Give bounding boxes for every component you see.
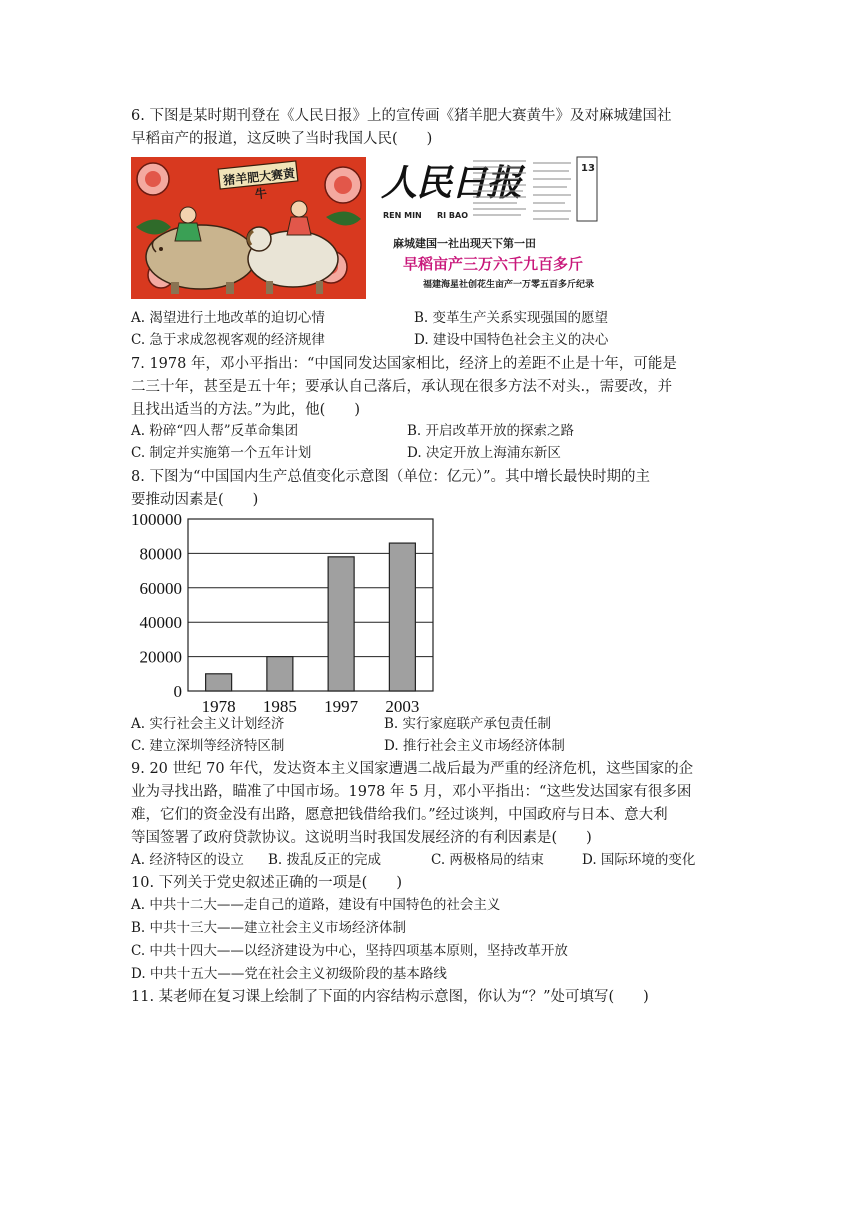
propaganda-poster-image: [131, 157, 366, 299]
q9-option-a[interactable]: A. 经济特区的设立: [131, 852, 244, 868]
q6-option-b[interactable]: B. 变革生产关系实现强国的愿望: [414, 310, 609, 326]
x-tick-label: 1985: [262, 697, 297, 714]
q8-stem-line2: 要推动因素是( ): [131, 492, 259, 508]
y-tick-label: 20000: [139, 647, 182, 667]
gdp-bar-chart-svg: [128, 511, 448, 714]
newspaper-headline-2: 早稻亩产三万六千九百多斤: [403, 255, 584, 273]
x-tick-label: 2003: [385, 697, 420, 714]
q7-option-d[interactable]: D. 决定开放上海浦东新区: [407, 445, 561, 461]
q11-stem-line1: 11. 某老师在复习课上绘制了下面的内容结构示意图，你认为“？”处可填写( ): [131, 989, 649, 1005]
q9-option-b[interactable]: B. 拨乱反正的完成: [268, 852, 382, 868]
q10-stem-line1: 10. 下列关于党史叙述正确的一项是( ): [131, 875, 402, 891]
gdp-bar-chart: [128, 511, 448, 714]
q8-option-b[interactable]: B. 实行家庭联产承包责任制: [384, 716, 552, 732]
q6-stem-line2: 早稻亩产的报道，这反映了当时我国人民( ): [131, 131, 433, 147]
newspaper-headline-3: 福建海星社创花生亩产一万零五百多斤纪录: [423, 280, 595, 290]
newspaper-clipping-image: [379, 155, 599, 300]
y-tick-label: 0: [173, 682, 182, 701]
masthead-pinyin-left: REN MIN: [383, 211, 422, 220]
x-tick-label: 1997: [324, 697, 359, 714]
q7-option-b[interactable]: B. 开启改革开放的探索之路: [407, 423, 575, 439]
chart-bar: [328, 557, 354, 691]
q7-option-a[interactable]: A. 粉碎“四人帮”反革命集团: [131, 423, 299, 439]
poster-caption: 猪羊肥大赛黄牛: [222, 166, 296, 202]
newspaper-issue-number: 13: [581, 163, 595, 174]
q6-option-d[interactable]: D. 建设中国特色社会主义的决心: [414, 332, 609, 348]
q7-stem-line2: 二三十年，甚至是五十年；要承认自己落后，承认现在很多方法不对头.，需要改，并: [131, 379, 673, 395]
x-tick-label: 1978: [201, 697, 236, 714]
newspaper-masthead: 人民日报: [381, 162, 522, 204]
q9-stem-line4: 等国签署了政府贷款协议。这说明当时我国发展经济的有利因素是( ): [131, 830, 592, 846]
q8-option-c[interactable]: C. 建立深圳等经济特区制: [131, 738, 285, 754]
q9-option-c[interactable]: C. 两极格局的结束: [431, 852, 544, 868]
y-tick-label: 100000: [131, 511, 182, 529]
q9-stem-line1: 9. 20 世纪 70 年代，发达资本主义国家遭遇二战后最为严重的经济危机，这些国家的企: [131, 761, 694, 777]
newspaper-text-columns: [471, 155, 599, 225]
q7-option-c[interactable]: C. 制定并实施第一个五年计划: [131, 445, 312, 461]
q7-stem-line1: 7. 1978 年，邓小平指出：“中国同发达国家相比，经济上的差距不止是十年，可能是: [131, 356, 677, 372]
q8-stem-line1: 8. 下图为“中国国内生产总值变化示意图（单位：亿元）”。其中增长最快时期的主: [131, 469, 651, 485]
q8-option-d[interactable]: D. 推行社会主义市场经济体制: [384, 738, 565, 754]
q10-option-a[interactable]: A. 中共十二大——走自己的道路，建设有中国特色的社会主义: [131, 897, 501, 913]
y-tick-label: 80000: [139, 544, 182, 564]
q6-stem-line1: 6. 下图是某时期刊登在《人民日报》上的宣传画《猪羊肥大赛黄牛》及对麻城建国社: [131, 108, 672, 124]
q6-option-c[interactable]: C. 急于求成忽视客观的经济规律: [131, 332, 325, 348]
q6-option-a[interactable]: A. 渴望进行土地改革的迫切心情: [131, 310, 325, 326]
chart-bar: [267, 657, 293, 691]
q10-option-c[interactable]: C. 中共十四大——以经济建设为中心，坚持四项基本原则，坚持改革开放: [131, 943, 568, 959]
y-tick-label: 40000: [139, 613, 182, 633]
masthead-pinyin-right: RI BAO: [437, 211, 469, 220]
q8-option-a[interactable]: A. 实行社会主义计划经济: [131, 716, 285, 732]
chart-bar: [206, 674, 232, 691]
q9-stem-line3: 难，它们的资金没有出路，愿意把钱借给我们。”经过谈判，中国政府与日本、意大利: [131, 807, 668, 823]
q9-option-d[interactable]: D. 国际环境的变化: [582, 852, 696, 868]
q9-stem-line2: 业为寻找出路，瞄准了中国市场。1978 年 5 月，邓小平指出：“这些发达国家有很多困: [131, 784, 692, 800]
newspaper-headline-1: 麻城建国一社出现天下第一田: [393, 237, 536, 250]
q10-option-d[interactable]: D. 中共十五大——党在社会主义初级阶段的基本路线: [131, 966, 447, 982]
q10-option-b[interactable]: B. 中共十三大——建立社会主义市场经济体制: [131, 920, 407, 936]
q7-stem-line3: 且找出适当的方法。”为此，他( ): [131, 402, 360, 418]
y-tick-label: 60000: [139, 578, 182, 598]
chart-bar: [389, 543, 415, 691]
